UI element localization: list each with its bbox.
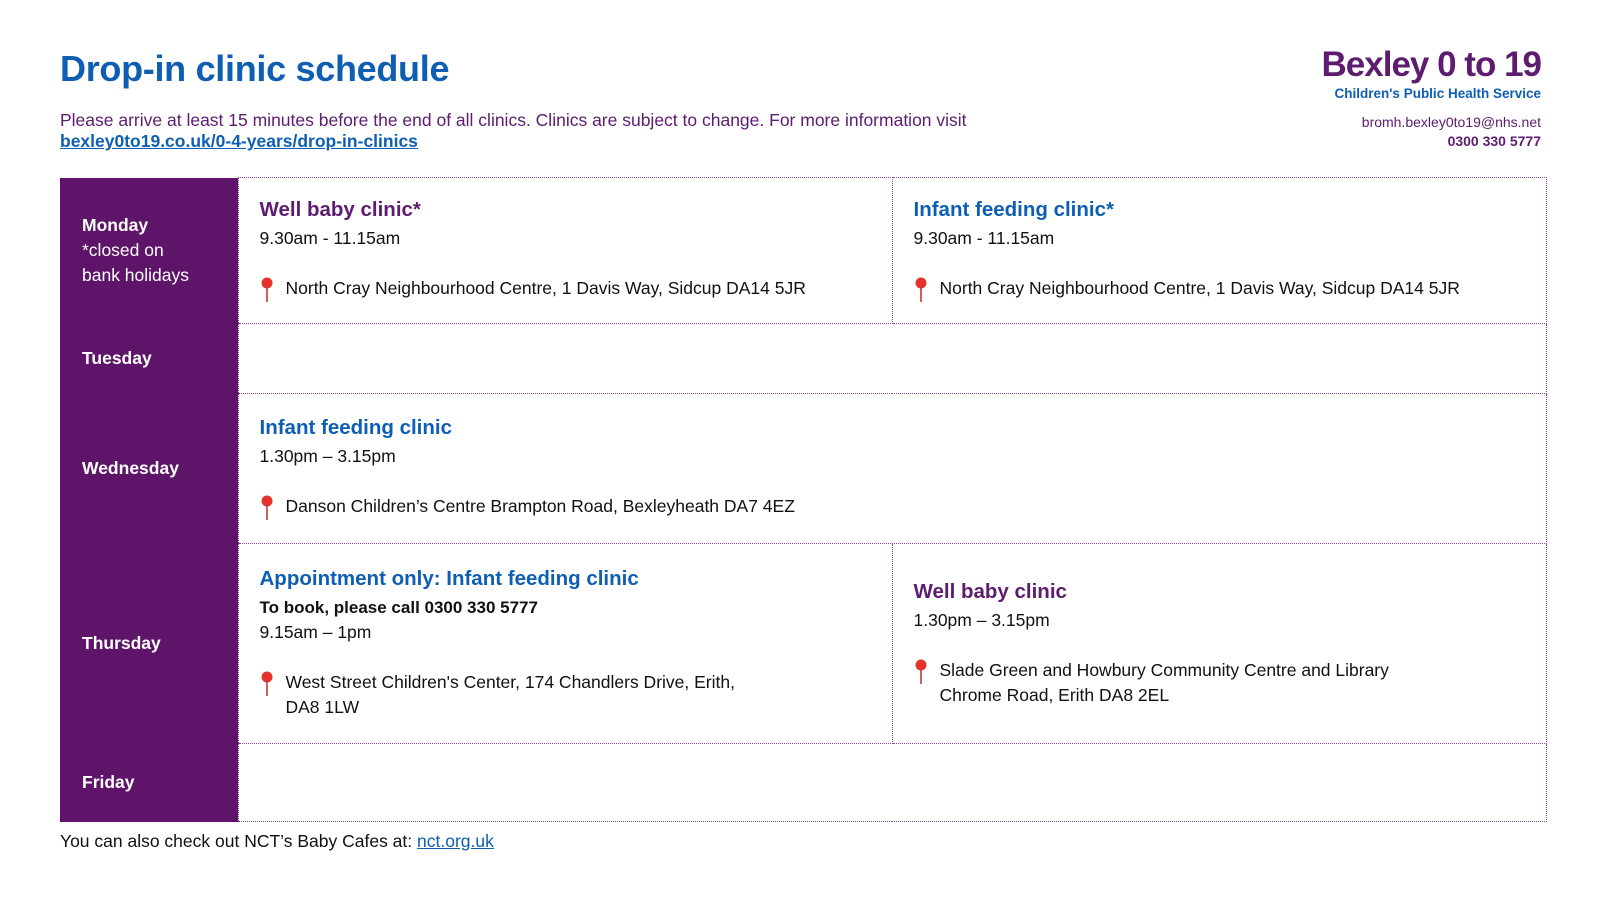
clinic-location [260, 494, 1526, 521]
clinic-time: 1.30pm – 3.15pm [913, 609, 1050, 630]
address-line: West Street Children's Center, 174 Chandlers Drive, Erith, [285, 672, 735, 692]
wednesday-row [60, 394, 1546, 544]
thursday-row [60, 544, 1546, 744]
day-name: Wednesday [82, 458, 179, 478]
day-name: Monday [82, 214, 149, 235]
tuesday-row [60, 324, 1546, 394]
clinic-name: Infant feeding clinic* [913, 198, 1114, 221]
day-name: Friday [82, 772, 135, 792]
day-name: Thursday [82, 633, 161, 653]
clinic-name: Infant feeding clinic [259, 416, 452, 439]
day-label-tuesday [60, 324, 238, 394]
monday-row [60, 178, 1546, 324]
clinic-schedule-table [60, 177, 1547, 822]
day-label-friday [60, 744, 238, 822]
map-pin-icon [914, 659, 928, 685]
location-address [940, 658, 1389, 708]
clinic-cell [238, 394, 1546, 544]
map-pin-icon [260, 277, 274, 303]
bexley-0-to-19-logo: Bexley 0 to 19 [1321, 45, 1541, 84]
address-line: DA8 1LW [285, 697, 360, 717]
map-pin-icon [914, 277, 928, 303]
intro-sentence: Please arrive at least 15 minutes before the end of all clinics. Clinics are subject to change. For more information visit [60, 110, 967, 130]
clinic-cell [238, 178, 892, 324]
clinic-location [260, 276, 872, 303]
nct-link[interactable]: nct.org.uk [417, 831, 494, 851]
empty-clinic-cell [238, 324, 1546, 394]
intro-text [60, 110, 1240, 152]
clinic-location [260, 670, 872, 720]
day-label-thursday [60, 544, 238, 744]
clinic-time: 9.15am – 1pm [259, 622, 372, 642]
booking-instructions: To book, please call 0300 330 5777 [259, 598, 538, 617]
footer-text: You can also check out NCT’s Baby Cafes at: [60, 831, 413, 851]
clinic-cell [892, 178, 1546, 324]
location-address: North Cray Neighbourhood Centre, 1 Davis Way, Sidcup DA14 5JR [939, 278, 1460, 298]
day-name: Tuesday [82, 348, 152, 368]
map-pin-icon [260, 495, 274, 521]
clinic-cell [892, 544, 1546, 744]
day-note: *closed on [82, 239, 164, 260]
footer-note [60, 831, 494, 852]
clinic-name: Well baby clinic* [259, 198, 421, 221]
clinic-location [914, 658, 1526, 708]
day-label-monday [60, 178, 238, 324]
service-name: Children's Public Health Service [1334, 86, 1541, 101]
contact-email: bromh.bexley0to19@nhs.net [1361, 114, 1541, 130]
day-note: bank holidays [82, 264, 190, 285]
clinic-name: Well baby clinic [913, 579, 1067, 603]
day-label-wednesday [60, 394, 238, 544]
contact-phone: 0300 330 5777 [1447, 133, 1541, 149]
clinic-time: 1.30pm – 3.15pm [259, 446, 396, 466]
drop-in-clinics-link[interactable]: bexley0to19.co.uk/0-4-years/drop-in-clinics [60, 131, 418, 151]
empty-clinic-cell [238, 744, 1546, 822]
address-line: Slade Green and Howbury Community Centre and Library [939, 659, 1389, 680]
clinic-time: 9.30am - 11.15am [259, 228, 401, 248]
clinic-location [914, 276, 1526, 303]
address-line: Chrome Road, Erith DA8 2EL [939, 684, 1170, 705]
page-title: Drop-in clinic schedule [60, 48, 450, 89]
clinic-name: Appointment only: Infant feeding clinic [259, 567, 639, 590]
clinic-time: 9.30am - 11.15am [913, 228, 1055, 248]
brand-block [1322, 46, 1541, 149]
friday-row [60, 744, 1546, 822]
map-pin-icon [260, 671, 274, 697]
location-address: North Cray Neighbourhood Centre, 1 Davis Way, Sidcup DA14 5JR [285, 278, 806, 298]
location-address: Danson Children’s Centre Brampton Road, Bexleyheath DA7 4EZ [285, 496, 795, 516]
clinic-cell [238, 544, 892, 744]
location-address [286, 670, 735, 720]
